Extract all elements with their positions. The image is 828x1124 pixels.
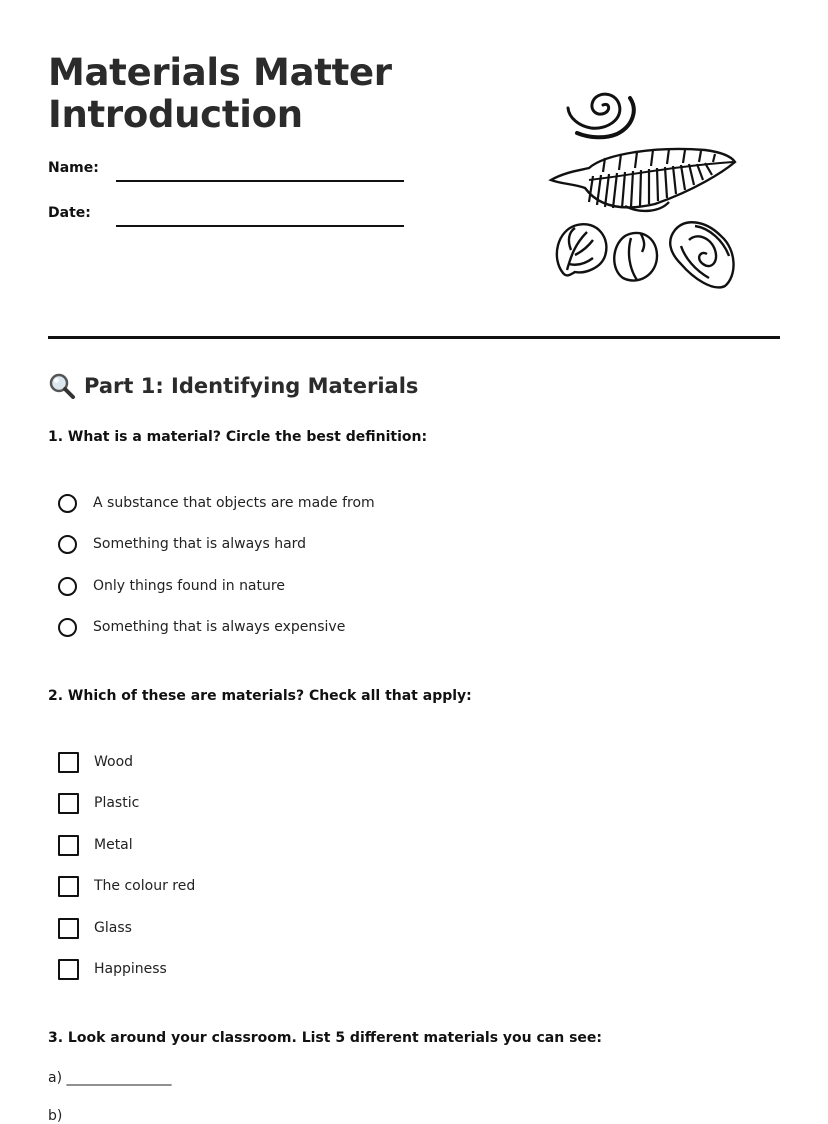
- q2-option-label: Happiness: [94, 961, 167, 977]
- radio-button[interactable]: [58, 535, 77, 554]
- q1-option-2[interactable]: [58, 532, 306, 556]
- checkbox[interactable]: [58, 835, 79, 856]
- q2-option-glass[interactable]: [58, 916, 132, 940]
- q1-option-3[interactable]: [58, 574, 285, 598]
- q1-option-label: Only things found in nature: [93, 578, 285, 594]
- q2-option-metal[interactable]: [58, 833, 133, 857]
- q1-option-label: Something that is always expensive: [93, 619, 346, 635]
- q1-option-4[interactable]: [58, 615, 345, 639]
- q1-option-label: A substance that objects are made from: [93, 495, 375, 511]
- checkbox[interactable]: [58, 793, 79, 814]
- seed-icon: [557, 224, 607, 275]
- name-field[interactable]: [116, 180, 404, 182]
- answer-line-b[interactable]: b): [48, 1108, 63, 1124]
- q2-option-label: Glass: [94, 920, 132, 936]
- feather-icon: [551, 149, 735, 211]
- checkbox[interactable]: [58, 959, 79, 980]
- title-line-1: Materials Matter: [48, 51, 392, 94]
- q2-option-label: Plastic: [94, 795, 140, 811]
- q2-option-label: The colour red: [94, 878, 196, 894]
- question-3-prompt: 3. Look around your classroom. List 5 different materials you can see:: [48, 1030, 602, 1046]
- date-label: Date:: [48, 205, 91, 221]
- radio-button[interactable]: [58, 618, 77, 637]
- checkbox[interactable]: [58, 918, 79, 939]
- checkbox[interactable]: [58, 752, 79, 773]
- q2-option-plastic[interactable]: [58, 791, 139, 815]
- name-label: Name:: [48, 160, 99, 176]
- q2-option-happiness[interactable]: [58, 957, 167, 981]
- part1-title: Part 1: Identifying Materials: [84, 374, 419, 398]
- radio-button[interactable]: [58, 577, 77, 596]
- spiral-icon: [568, 94, 634, 137]
- q1-option-1[interactable]: [58, 491, 375, 515]
- q1-option-label: Something that is always hard: [93, 536, 307, 552]
- natural-materials-illustration: [545, 80, 745, 295]
- nut-icon: [614, 233, 657, 281]
- title-line-2: Introduction: [48, 93, 303, 136]
- page-title: [48, 52, 392, 136]
- checkbox[interactable]: [58, 876, 79, 897]
- q2-option-wood[interactable]: [58, 750, 133, 774]
- magnifying-glass-icon: [48, 373, 76, 399]
- question-2-prompt: 2. Which of these are materials? Check all that apply:: [48, 688, 472, 704]
- question-1-prompt: 1. What is a material? Circle the best definition:: [48, 429, 428, 445]
- wood-knot-icon: [670, 222, 733, 287]
- header-divider: [48, 336, 780, 339]
- part1-heading: [48, 373, 418, 399]
- radio-button[interactable]: [58, 494, 77, 513]
- q2-option-colour-red[interactable]: [58, 874, 195, 898]
- date-field[interactable]: [116, 225, 404, 227]
- answer-line-a[interactable]: a) _______________: [48, 1070, 172, 1086]
- q2-option-label: Wood: [94, 754, 134, 770]
- q2-option-label: Metal: [94, 837, 133, 853]
